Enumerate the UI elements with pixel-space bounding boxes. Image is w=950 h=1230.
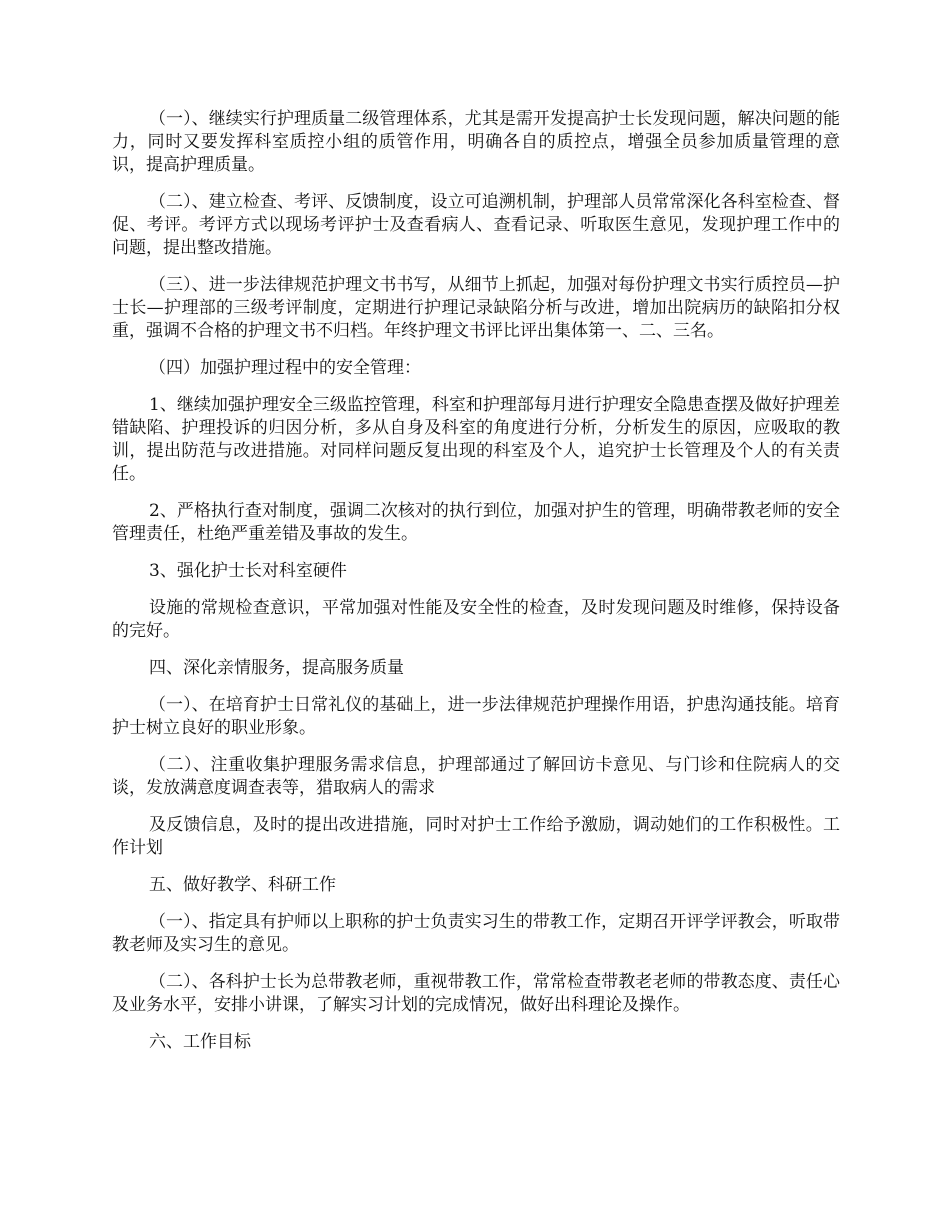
- paragraph-nursing-documents: （三）、进一步法律规范护理文书书写，从细节上抓起，加强对每份护理文书实行质控员—护士长—护理部的三级考评制度，定期进行护理记录缺陷分析与改进，增加出院病历的缺陷扣分权重，强调不合格的护理文书不归档。年终护理文书评比评出集体第一、二、三名。: [112, 275, 840, 341]
- paragraph-quality-system: （一）、继续实行护理质量二级管理体系，尤其是需开发提高护士长发现问题，解决问题的能力，同时又要发挥科室质控小组的质管作用，明确各自的质控点，增强全员参加质量管理的意识，提高护理质量。: [112, 109, 840, 175]
- paragraph-safety-heading: （四）加强护理过程中的安全管理：: [149, 358, 421, 378]
- section-heading-goals: 六、工作目标: [149, 1032, 251, 1052]
- section-heading-service: 四、深化亲情服务，提高服务质量: [149, 658, 404, 678]
- paragraph-safety-item-3: 3、强化护士长对科室硬件: [149, 561, 347, 581]
- paragraph-equipment-check: 设施的常规检查意识，平常加强对性能及安全性的检查，及时发现问题及时维修，保持设备的完好。: [112, 598, 840, 641]
- paragraph-feedback-continued: 及反馈信息，及时的提出改进措施，同时对护士工作给予激励，调动她们的工作积极性。工作计划: [112, 815, 840, 858]
- paragraph-etiquette: （一）、在培育护士日常礼仪的基础上，进一步法律规范护理操作用语，护患沟通技能。培育护士树立良好的职业形象。: [112, 695, 840, 738]
- section-heading-teaching: 五、做好教学、科研工作: [149, 875, 336, 895]
- paragraph-inspection-system: （二）、建立检查、考评、反馈制度，设立可追溯机制，护理部人员常常深化各科室检查、督促、考评。考评方式以现场考评护士及查看病人、查看记录、听取医生意见，发现护理工作中的问题，提出整改措施。: [112, 192, 840, 258]
- paragraph-safety-item-2: 2、严格执行查对制度，强调二次核对的执行到位，加强对护生的管理，明确带教老师的安全管理责任，杜绝严重差错及事故的发生。: [112, 501, 840, 544]
- paragraph-safety-item-1: 1、继续加强护理安全三级监控管理，科室和护理部每月进行护理安全隐患查摆及做好护理差错缺陷、护理投诉的归因分析，多从自身及科室的角度进行分析，分析发生的原因，应吸取的教训，提出防范与改进措施。对同样问题反复出现的科室及个人，追究护士长管理及个人的有关责任。: [112, 395, 840, 484]
- paragraph-feedback-collection: （二）、注重收集护理服务需求信息，护理部通过了解回访卡意见、与门诊和住院病人的交谈，发放满意度调查表等，猎取病人的需求: [112, 755, 840, 798]
- paragraph-intern-teaching: （一）、指定具有护师以上职称的护士负责实习生的带教工作，定期召开评学评教会，听取带教老师及实习生的意见。: [112, 912, 840, 955]
- paragraph-head-nurse-teaching: （二）、各科护士长为总带教老师，重视带教工作，常常检查带教老老师的带教态度、责任心及业务水平，安排小讲课，了解实习计划的完成情况，做好出科理论及操作。: [112, 972, 840, 1015]
- document-body: [112, 108, 840, 1068]
